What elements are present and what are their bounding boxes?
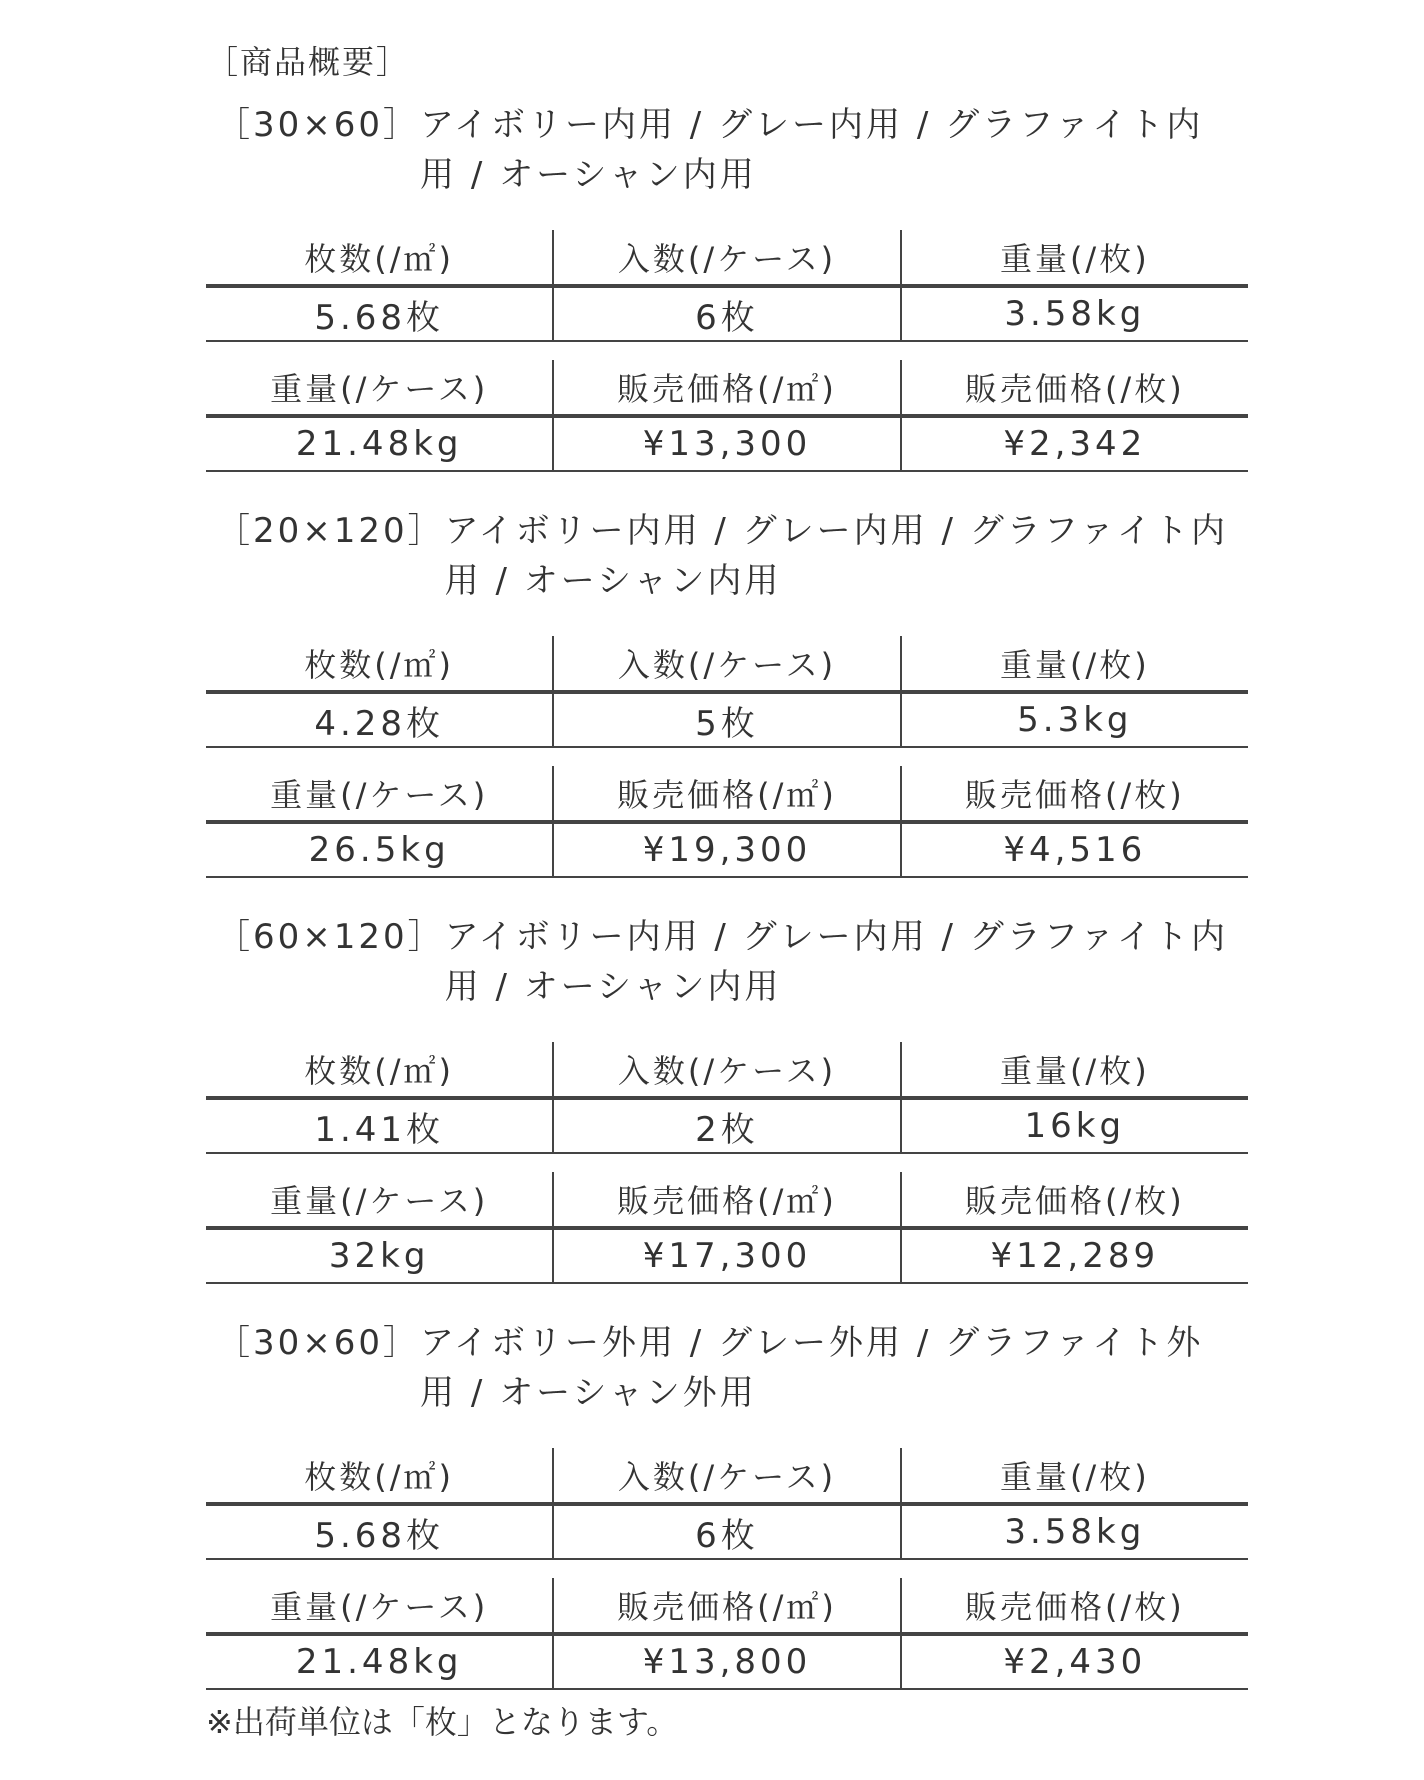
header-cell: 枚数(/㎡): [206, 230, 553, 286]
header-cell: 販売価格(/枚): [901, 1172, 1248, 1228]
variant-names: アイボリー内用 / グレー内用 / グラファイト内用 / オーシャン内用: [444, 511, 1229, 601]
header-cell: 入数(/ケース): [553, 1042, 900, 1098]
value-cell: 3.58kg: [901, 286, 1248, 341]
value-cell: ¥17,300: [553, 1228, 900, 1283]
value-cell: 6枚: [553, 286, 900, 341]
header-cell: 重量(/ケース): [206, 360, 553, 416]
value-cell: ¥13,300: [553, 416, 900, 471]
value-cell: ¥12,289: [901, 1228, 1248, 1283]
spec-table: [206, 1448, 1248, 1690]
spacer-row: [206, 747, 1248, 766]
header-row: [206, 1042, 1248, 1098]
value-cell: 21.48kg: [206, 1634, 553, 1689]
header-row: [206, 636, 1248, 692]
header-row: [206, 1578, 1248, 1634]
product-section: [206, 912, 1248, 1284]
value-row: [206, 822, 1248, 877]
header-row: [206, 230, 1248, 286]
section-heading: [206, 912, 1248, 1012]
value-cell: ¥19,300: [553, 822, 900, 877]
value-cell: 32kg: [206, 1228, 553, 1283]
header-cell: 枚数(/㎡): [206, 1448, 553, 1504]
value-cell: ¥13,800: [553, 1634, 900, 1689]
size-label: ［60×120］: [216, 917, 445, 957]
header-cell: 販売価格(/㎡): [553, 1578, 900, 1634]
value-cell: 6枚: [553, 1504, 900, 1559]
header-row: [206, 766, 1248, 822]
spec-table: [206, 230, 1248, 472]
header-cell: 重量(/枚): [901, 230, 1248, 286]
size-label: ［30×60］: [216, 1323, 421, 1363]
value-row: [206, 692, 1248, 747]
value-cell: 5.68枚: [206, 286, 553, 341]
header-cell: 重量(/枚): [901, 636, 1248, 692]
variant-names: アイボリー内用 / グレー内用 / グラファイト内用 / オーシャン内用: [420, 105, 1204, 195]
value-cell: 21.48kg: [206, 416, 553, 471]
size-label: ［20×120］: [216, 511, 445, 551]
spacer-row: [206, 1153, 1248, 1172]
header-cell: 重量(/ケース): [206, 1172, 553, 1228]
header-cell: 販売価格(/枚): [901, 360, 1248, 416]
value-cell: 4.28枚: [206, 692, 553, 747]
value-cell: 5枚: [553, 692, 900, 747]
value-row: [206, 416, 1248, 471]
header-cell: 枚数(/㎡): [206, 636, 553, 692]
value-cell: 1.41枚: [206, 1098, 553, 1153]
spacer-row: [206, 341, 1248, 360]
header-row: [206, 1172, 1248, 1228]
spec-table: [206, 636, 1248, 878]
product-section: [206, 1318, 1248, 1690]
section-heading: [206, 100, 1248, 200]
header-cell: 販売価格(/㎡): [553, 360, 900, 416]
header-cell: 枚数(/㎡): [206, 1042, 553, 1098]
spec-table: [206, 1042, 1248, 1284]
header-cell: 重量(/枚): [901, 1448, 1248, 1504]
header-cell: 入数(/ケース): [553, 1448, 900, 1504]
header-cell: 重量(/ケース): [206, 766, 553, 822]
spacer-row: [206, 1559, 1248, 1578]
header-cell: 販売価格(/枚): [901, 766, 1248, 822]
value-cell: ¥2,342: [901, 416, 1248, 471]
value-cell: 5.68枚: [206, 1504, 553, 1559]
header-cell: 入数(/ケース): [553, 230, 900, 286]
header-cell: 販売価格(/枚): [901, 1578, 1248, 1634]
section-heading: [206, 506, 1248, 606]
value-cell: 2枚: [553, 1098, 900, 1153]
header-row: [206, 1448, 1248, 1504]
value-row: [206, 286, 1248, 341]
header-row: [206, 360, 1248, 416]
header-cell: 入数(/ケース): [553, 636, 900, 692]
header-cell: 販売価格(/㎡): [553, 766, 900, 822]
value-row: [206, 1504, 1248, 1559]
header-cell: 販売価格(/㎡): [553, 1172, 900, 1228]
variant-names: アイボリー内用 / グレー内用 / グラファイト内用 / オーシャン内用: [444, 917, 1229, 1007]
value-cell: ¥2,430: [901, 1634, 1248, 1689]
value-row: [206, 1634, 1248, 1689]
value-row: [206, 1228, 1248, 1283]
value-cell: 3.58kg: [901, 1504, 1248, 1559]
value-cell: 5.3kg: [901, 692, 1248, 747]
variant-names: アイボリー外用 / グレー外用 / グラファイト外用 / オーシャン外用: [420, 1323, 1204, 1413]
section-heading: [206, 1318, 1248, 1418]
header-cell: 重量(/ケース): [206, 1578, 553, 1634]
footnote: ※出荷単位は「枚」となります。: [206, 1703, 679, 1741]
header-cell: 重量(/枚): [901, 1042, 1248, 1098]
product-section: [206, 100, 1248, 472]
value-cell: 26.5kg: [206, 822, 553, 877]
value-cell: ¥4,516: [901, 822, 1248, 877]
product-section: [206, 506, 1248, 878]
page-title: ［商品概要］: [206, 43, 411, 81]
value-cell: 16kg: [901, 1098, 1248, 1153]
value-row: [206, 1098, 1248, 1153]
size-label: ［30×60］: [216, 105, 421, 145]
